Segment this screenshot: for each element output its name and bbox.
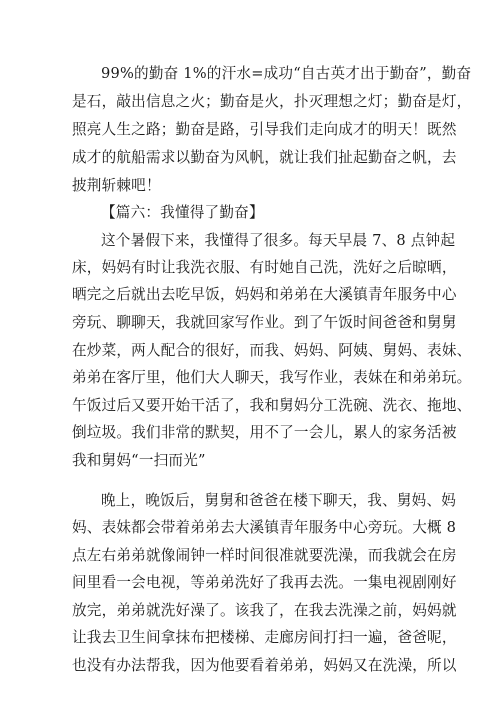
text-line: 这个暑假下来，我懂得了很多。每天早晨 7、8 点钟起: [101, 232, 456, 249]
text-line: 晒完之后就出去吃早饭，妈妈和弟弟在大溪镇青年服务中心: [72, 286, 457, 303]
text-line: 旁玩、聊聊天，我就回家写作业。到了午饭时间爸爸和舅舅: [72, 314, 457, 331]
text-line: 妈、表妹都会带着弟弟去大溪镇青年服务中心旁玩。大概 8: [72, 519, 457, 536]
text-line: 间里看一会电视，等弟弟洗好了我再去洗。一集电视剧刚好: [72, 574, 457, 591]
section-heading: 【篇六：我懂得了勤奋】: [101, 204, 264, 221]
text-line: 床，妈妈有时让我洗衣服、有时她自己洗，洗好之后晾晒，: [72, 259, 457, 276]
text-line: 披荆斩棘吧！: [72, 177, 161, 194]
text-line: 晚上，晚饭后，舅舅和爸爸在楼下聊天，我、舅妈、妈: [101, 492, 457, 509]
text-line: 点左右弟弟就像闹钟一样时间很准就要洗澡，而我就会在房: [72, 547, 457, 564]
text-line: 是石，敲出信息之火；勤奋是火，扑灭理想之灯；勤奋是灯，: [72, 93, 472, 110]
text-line: 也没有办法帮我，因为他要看着弟弟，妈妈又在洗澡，所以: [72, 657, 457, 674]
text-line: 午饭过后又要开始干活了，我和舅妈分工洗碗、洗衣、拖地、: [72, 397, 472, 414]
text-line: 我和舅妈“一扫而光”: [72, 452, 206, 469]
text-line: 99%的勤奋 1%的汗水=成功“自古英才出于勤奋”，勤奋: [101, 65, 472, 82]
text-line: 照亮人生之路；勤奋是路，引导我们走向成才的明天！既然: [72, 121, 457, 138]
text-line: 倒垃圾。我们非常的默契，用不了一会儿，累人的家务活被: [72, 424, 457, 441]
text-line: 让我去卫生间拿抹布把楼梯、走廊房间打扫一遍，爸爸呢，: [72, 629, 457, 646]
text-line: 放完，弟弟就洗好澡了。该我了，在我去洗澡之前，妈妈就: [72, 602, 457, 619]
text-line: 成才的航船需求以勤奋为风帆，就让我们扯起勤奋之帆，去: [72, 149, 457, 166]
text-line: 弟弟在客厅里，他们大人聊天，我写作业，表妹在和弟弟玩。: [72, 369, 472, 386]
text-line: 在炒菜，两人配合的很好，而我、妈妈、阿姨、舅妈、表妹、: [72, 342, 472, 359]
